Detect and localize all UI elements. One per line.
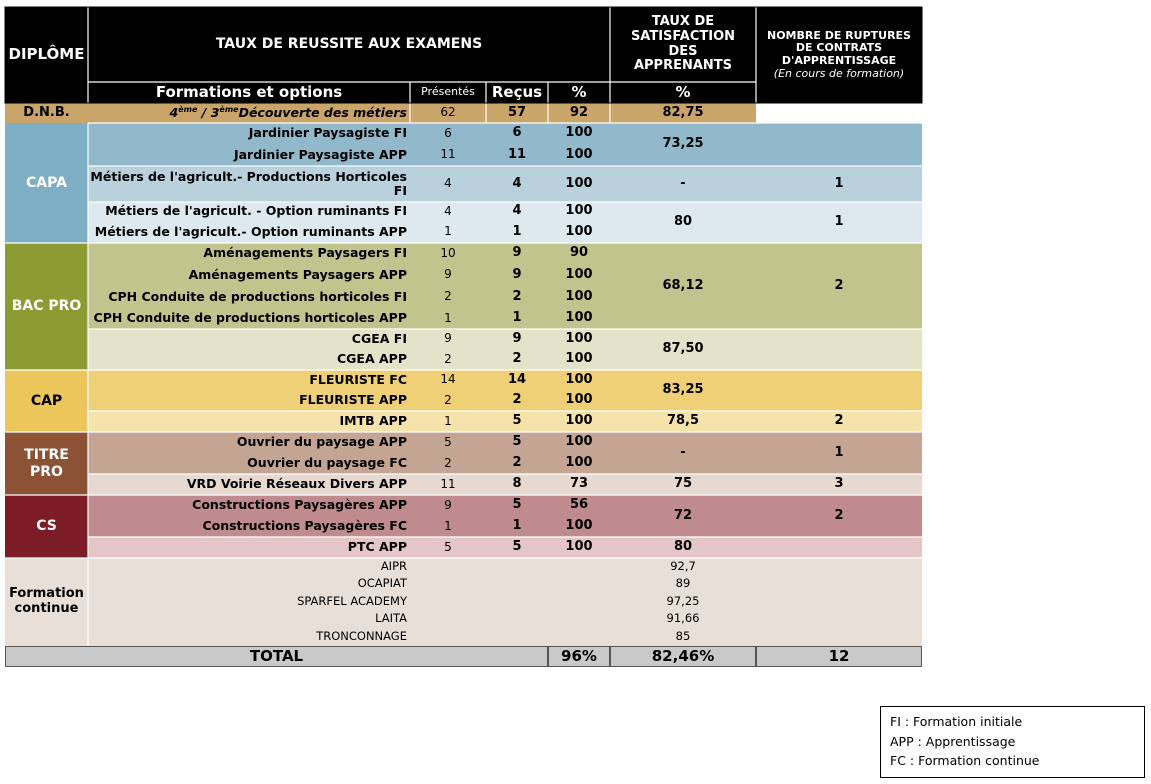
fc-name: TRONCONNAGE xyxy=(316,629,407,644)
header-taux-satisfaction: TAUX DE SATISFACTION DES APPRENANTS xyxy=(610,7,756,82)
group-capa: CAPA xyxy=(5,123,88,243)
group-titre-pro: TITRE PRO xyxy=(5,432,88,495)
row-recus: 5 xyxy=(486,537,548,558)
row-pct: 100 xyxy=(548,516,610,537)
row-recus: 14 xyxy=(486,370,548,390)
row-pct: 73 xyxy=(548,474,610,495)
row-presentes: 5 xyxy=(410,432,486,453)
row-presentes: 1 xyxy=(410,516,486,537)
row-formation: CGEA FI xyxy=(88,329,410,349)
row-pct: 100 xyxy=(548,202,610,221)
row-pct: 100 xyxy=(548,432,610,453)
row-formation: Métiers de l'agricult.- Option ruminants APP xyxy=(88,221,410,243)
fc-value: 85 xyxy=(675,629,691,644)
row-presentes: 2 xyxy=(410,286,486,308)
row-pct: 100 xyxy=(548,166,610,202)
row-presentes: 11 xyxy=(410,474,486,495)
row-formation: VRD Voirie Réseaux Divers APP xyxy=(88,474,410,495)
row-formation: Constructions Paysagères FC xyxy=(88,516,410,537)
fc-name: SPARFEL ACADEMY xyxy=(297,593,407,608)
row-formation: Jardinier Paysagiste APP xyxy=(88,144,410,166)
satisfaction-value: 68,12 xyxy=(610,243,756,329)
row-presentes: 1 xyxy=(410,308,486,329)
row-pct: 100 xyxy=(548,123,610,144)
row-presentes: 2 xyxy=(410,349,486,370)
row-formation: Constructions Paysagères APP xyxy=(88,495,410,516)
group-cs: CS xyxy=(5,495,88,558)
row-formation: CPH Conduite de productions horticoles APP xyxy=(88,308,410,329)
ruptures-value: 1 xyxy=(756,202,922,243)
dnb-formation xyxy=(88,103,410,123)
total-pct: 96% xyxy=(548,646,610,667)
row-formation: FLEURISTE FC xyxy=(88,370,410,390)
satisfaction-value: - xyxy=(610,432,756,474)
row-recus: 2 xyxy=(486,390,548,411)
header-diplome: DIPLÔME xyxy=(5,7,88,103)
fc-value: 91,66 xyxy=(666,611,700,626)
row-recus: 4 xyxy=(486,202,548,221)
dnb-recus: 57 xyxy=(486,103,548,123)
ruptures-cell xyxy=(756,537,922,558)
row-presentes: 2 xyxy=(410,453,486,474)
dnb-formation-text: 4ème / 3èmeDécouverte des métiers xyxy=(169,105,407,121)
ruptures-cell xyxy=(756,123,922,166)
header-pct-satisfaction: % xyxy=(610,82,756,103)
legend-fc: FC : Formation continue xyxy=(890,753,1040,768)
row-formation: Ouvrier du paysage APP xyxy=(88,432,410,453)
satisfaction-value: 78,5 xyxy=(610,411,756,432)
ruptures-value: 3 xyxy=(756,474,922,495)
row-presentes: 4 xyxy=(410,166,486,202)
row-presentes: 2 xyxy=(410,390,486,411)
row-pct: 100 xyxy=(548,264,610,286)
row-presentes: 9 xyxy=(410,329,486,349)
row-recus: 9 xyxy=(486,264,548,286)
legend-app: APP : Apprentissage xyxy=(890,733,1016,749)
satisfaction-value: 87,50 xyxy=(610,329,756,370)
row-presentes: 9 xyxy=(410,495,486,516)
satisfaction-value: - xyxy=(610,166,756,202)
row-recus: 1 xyxy=(486,308,548,329)
row-presentes: 1 xyxy=(410,411,486,432)
row-recus: 5 xyxy=(486,432,548,453)
row-pct: 100 xyxy=(548,411,610,432)
header-ruptures-title: NOMBRE DE RUPTURES DE CONTRATS D'APPRENTISSAGE xyxy=(767,28,911,67)
row-formation: Ouvrier du paysage FC xyxy=(88,453,410,474)
row-formation: Aménagements Paysagers FI xyxy=(88,243,410,264)
row-recus: 2 xyxy=(486,349,548,370)
satisfaction-value: 72 xyxy=(610,495,756,537)
row-recus: 8 xyxy=(486,474,548,495)
header-pct: % xyxy=(548,82,610,103)
row-pct: 100 xyxy=(548,308,610,329)
row-recus: 5 xyxy=(486,411,548,432)
row-presentes: 1 xyxy=(410,221,486,243)
legend-fi: FI : Formation initiale xyxy=(890,714,1023,729)
row-pct: 100 xyxy=(548,221,610,243)
row-pct: 100 xyxy=(548,390,610,411)
row-pct: 100 xyxy=(548,537,610,558)
ruptures-value: 2 xyxy=(756,495,922,537)
row-formation: PTC APP xyxy=(88,537,410,558)
row-presentes: 10 xyxy=(410,243,486,264)
header-taux-reussite: TAUX DE REUSSITE AUX EXAMENS xyxy=(88,7,610,82)
row-pct: 90 xyxy=(548,243,610,264)
row-recus: 2 xyxy=(486,286,548,308)
row-recus: 11 xyxy=(486,144,548,166)
row-pct: 100 xyxy=(548,144,610,166)
ruptures-value: 2 xyxy=(756,411,922,432)
fc-name: OCAPIAT xyxy=(357,576,407,591)
satisfaction-value: 73,25 xyxy=(610,123,756,166)
row-presentes: 6 xyxy=(410,123,486,144)
legend-box xyxy=(880,706,1145,778)
row-formation: IMTB APP xyxy=(88,411,410,432)
header-ruptures xyxy=(756,7,922,103)
fc-value: 89 xyxy=(675,576,691,591)
row-presentes: 11 xyxy=(410,144,486,166)
row-recus: 9 xyxy=(486,329,548,349)
row-formation: Métiers de l'agricult.- Productions Horticoles FI xyxy=(88,166,410,202)
row-recus: 9 xyxy=(486,243,548,264)
row-pct: 100 xyxy=(548,329,610,349)
ruptures-value: 1 xyxy=(756,166,922,202)
ruptures-value: 1 xyxy=(756,432,922,474)
row-recus: 1 xyxy=(486,516,548,537)
ruptures-cell xyxy=(756,370,922,411)
header-formations: Formations et options xyxy=(88,82,410,103)
row-formation: CGEA APP xyxy=(88,349,410,370)
row-pct: 56 xyxy=(548,495,610,516)
dnb-pct: 92 xyxy=(548,103,610,123)
row-formation: Jardinier Paysagiste FI xyxy=(88,123,410,144)
row-presentes: 9 xyxy=(410,264,486,286)
row-presentes: 5 xyxy=(410,537,486,558)
row-pct: 100 xyxy=(548,286,610,308)
satisfaction-value: 80 xyxy=(610,202,756,243)
row-presentes: 14 xyxy=(410,370,486,390)
fc-name: LAITA xyxy=(375,611,407,626)
row-recus: 5 xyxy=(486,495,548,516)
ruptures-value: 2 xyxy=(756,243,922,329)
group-cap: CAP xyxy=(5,370,88,432)
dnb-diplome: D.N.B. xyxy=(5,103,88,123)
group-formation-continue: Formation continue xyxy=(5,558,88,646)
row-formation: CPH Conduite de productions horticoles FI xyxy=(88,286,410,308)
row-recus: 2 xyxy=(486,453,548,474)
row-pct: 100 xyxy=(548,349,610,370)
satisfaction-value: 83,25 xyxy=(610,370,756,411)
row-pct: 100 xyxy=(548,453,610,474)
dnb-satisfaction: 82,75 xyxy=(610,103,756,123)
row-formation: Aménagements Paysagers APP xyxy=(88,264,410,286)
row-formation: FLEURISTE APP xyxy=(88,390,410,411)
row-presentes: 4 xyxy=(410,202,486,221)
header-recus: Reçus xyxy=(486,82,548,103)
dnb-presentes: 62 xyxy=(410,103,486,123)
total-satisfaction: 82,46% xyxy=(610,646,756,667)
fc-name: AIPR xyxy=(380,558,407,573)
ruptures-cell xyxy=(756,329,922,370)
group-bac-pro: BAC PRO xyxy=(5,243,88,370)
satisfaction-value: 80 xyxy=(610,537,756,558)
header-ruptures-subtitle: (En cours de formation) xyxy=(773,66,905,80)
header-presentes: Présentés xyxy=(410,82,486,103)
total-label: TOTAL xyxy=(5,646,548,667)
row-pct: 100 xyxy=(548,370,610,390)
row-recus: 1 xyxy=(486,221,548,243)
row-recus: 6 xyxy=(486,123,548,144)
fc-value: 97,25 xyxy=(666,593,700,608)
row-formation: Métiers de l'agricult. - Option ruminants FI xyxy=(88,202,410,221)
fc-value: 92,7 xyxy=(670,558,696,573)
total-ruptures: 12 xyxy=(756,646,922,667)
row-recus: 4 xyxy=(486,166,548,202)
satisfaction-value: 75 xyxy=(610,474,756,495)
